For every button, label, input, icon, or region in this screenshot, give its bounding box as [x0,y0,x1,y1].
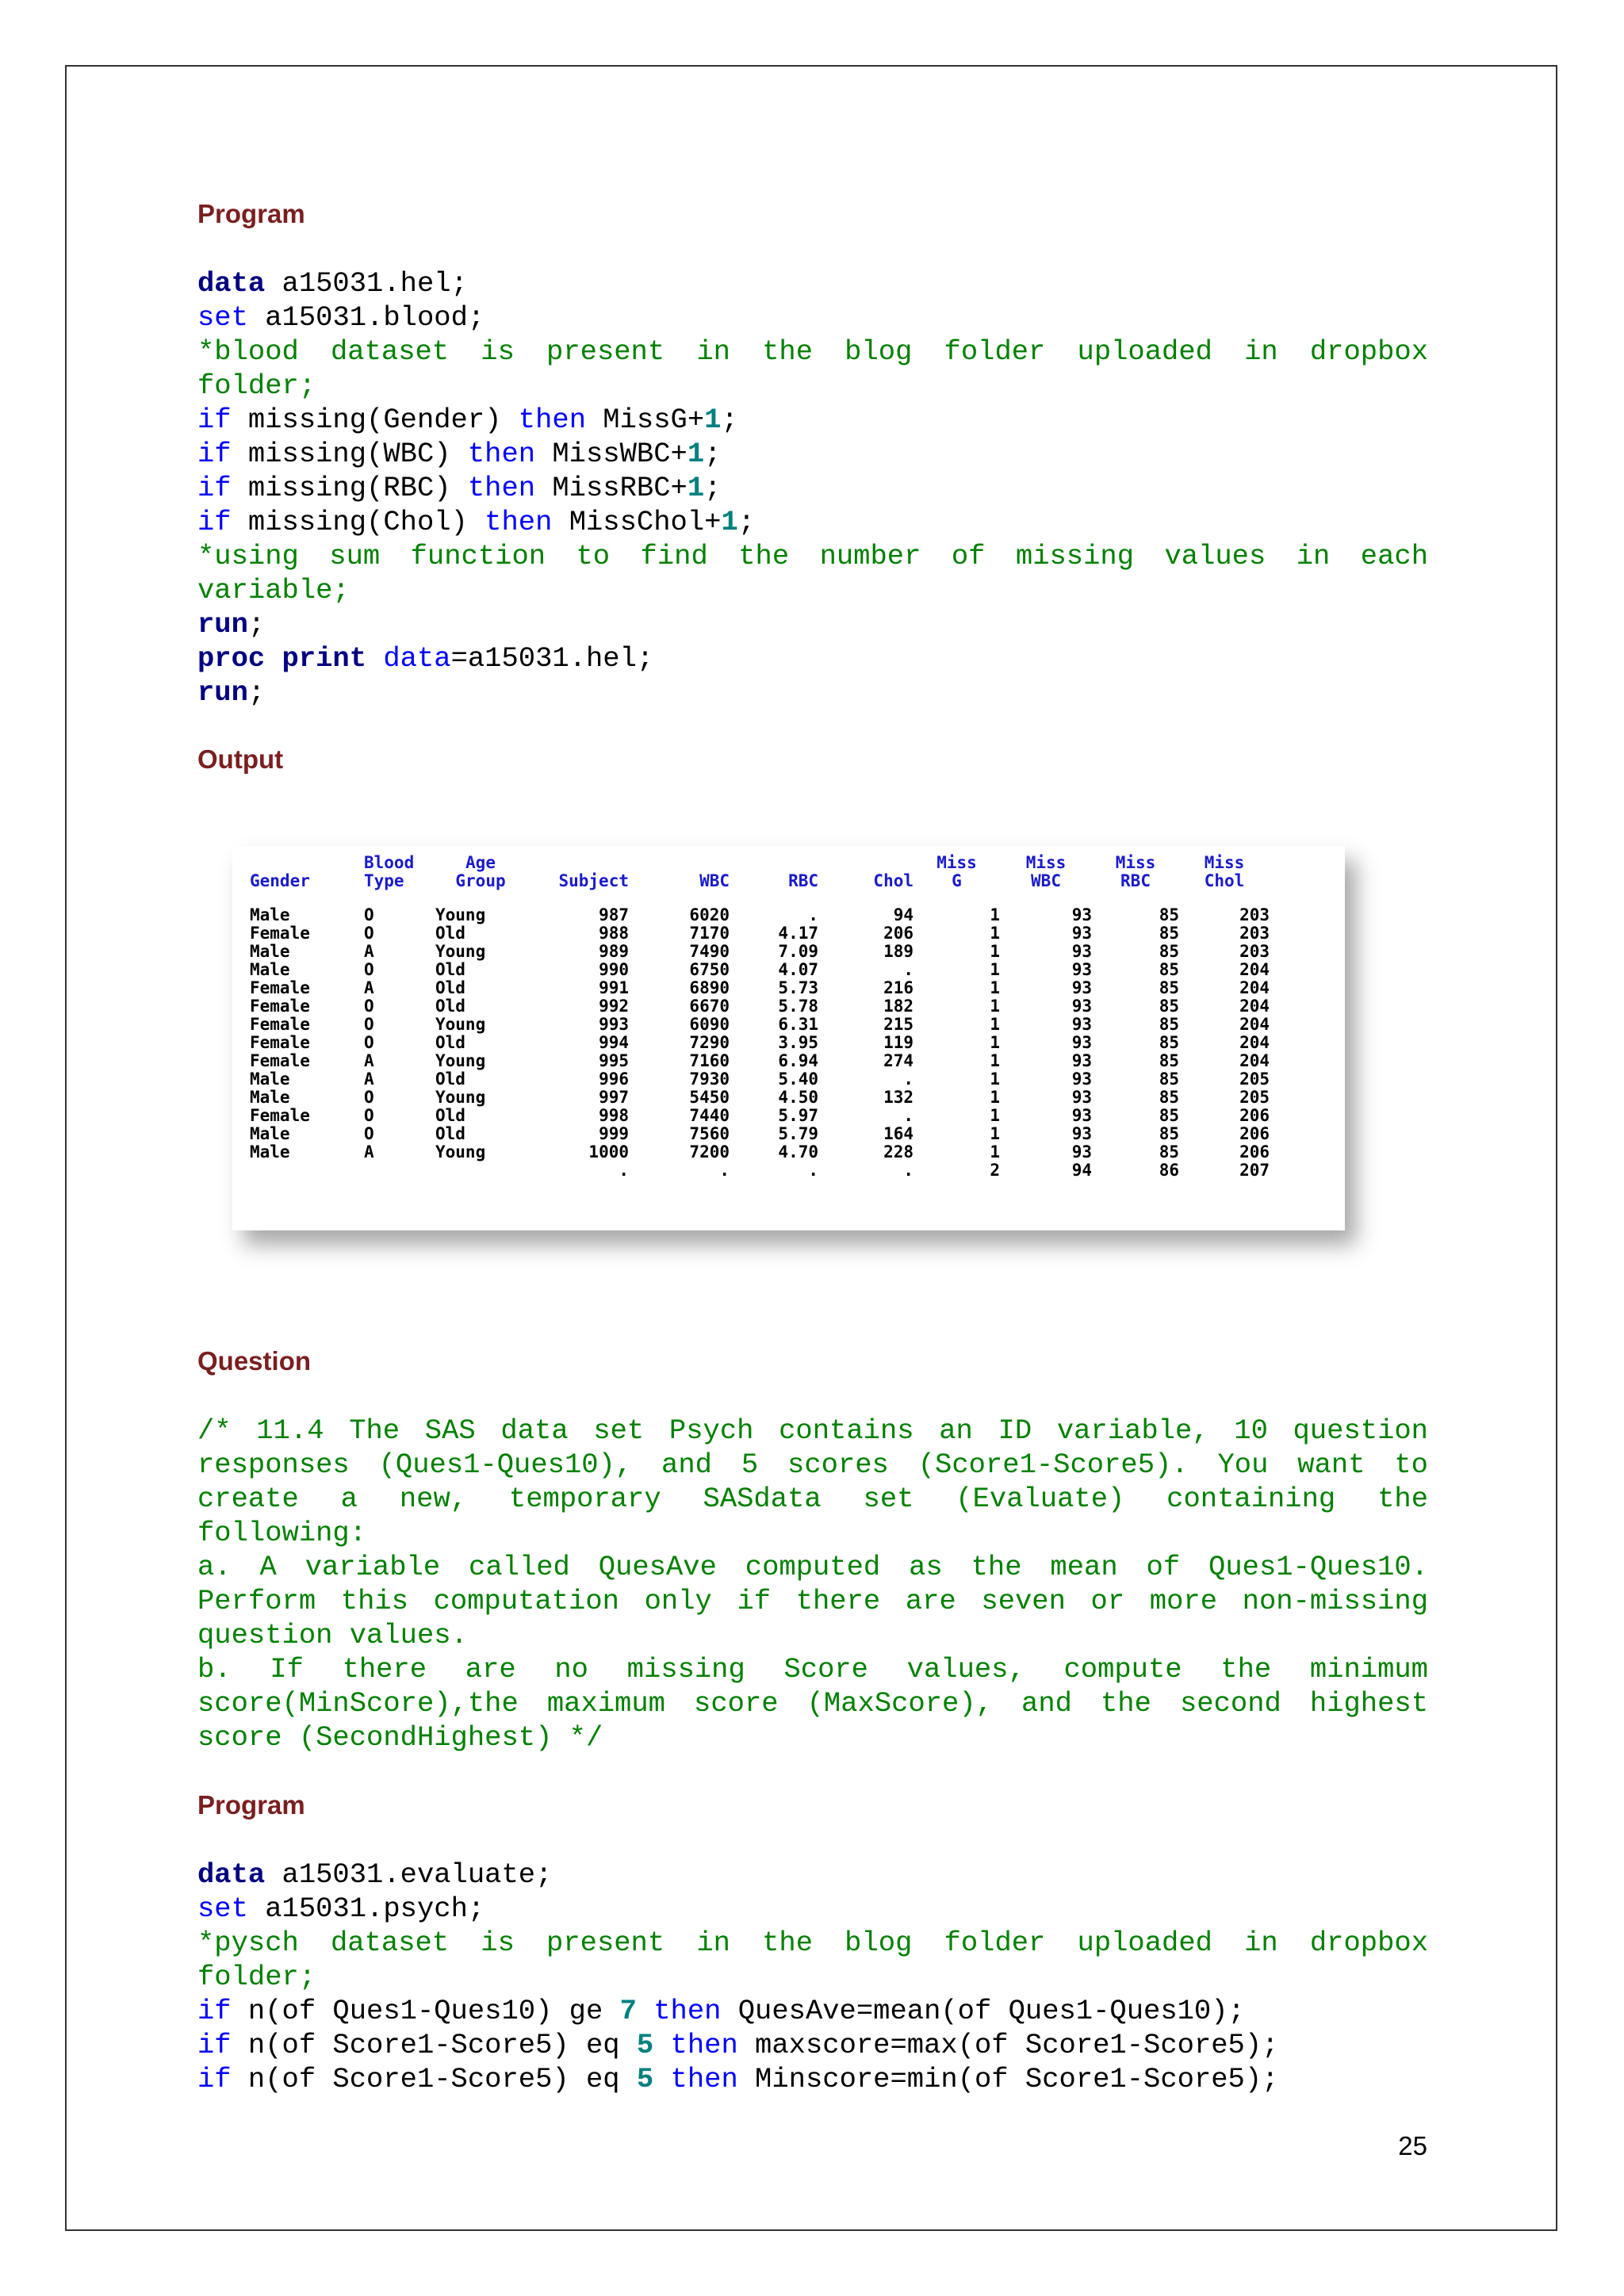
table-cell: 6750 [689,960,730,979]
table-cell: 987 [599,905,629,924]
code-line: if missing(WBC) then MissWBC+1; [197,438,722,470]
table-cell: 5.78 [778,997,818,1016]
table-cell: A [364,1070,374,1089]
table-row [250,1161,1270,1180]
table-cell: 998 [599,1106,629,1125]
table-cell: 1 [990,905,1000,924]
program-heading-2: Program [197,1790,305,1820]
code-comment: *pysch dataset is present in the blog folder uploaded in dropbox [197,1927,1428,1959]
question-line: question values. [197,1619,468,1651]
code-line: if missing(RBC) then MissRBC+1; [197,472,722,504]
table-cell: 994 [599,1033,629,1052]
table-cell: 1 [990,1124,1000,1143]
table-cell [364,1161,435,1180]
table-cell: 4.07 [778,960,818,979]
code-line: proc print data=a15031.hel; [197,642,654,675]
column-header-top: Blood [364,853,415,872]
table-row [250,1052,1270,1070]
code-comment: variable; [197,574,350,607]
table-cell: A [364,978,374,997]
table-cell: 3.95 [778,1033,818,1052]
column-header-top: Miss [1204,853,1245,872]
column-header-top: Age [465,853,496,872]
table-cell: O [364,1106,374,1125]
table-row [250,979,1270,997]
table-cell: Old [435,1070,465,1089]
column-header-top [730,854,818,872]
table-cell: Old [435,978,465,997]
table-cell: 995 [599,1051,629,1070]
column-header-bottom: Chol [1204,871,1245,890]
output-table [250,854,1270,1180]
table-cell: . [903,960,914,979]
table-cell: 93 [1071,1124,1092,1143]
question-line: a. A variable called QuesAve computed as the mean of Ques1-Ques10. [197,1551,1428,1583]
column-header [364,854,435,906]
table-cell: . [903,1106,914,1125]
table-cell: . [719,1161,730,1180]
table-cell: 215 [883,1015,914,1034]
table-cell: 5.79 [778,1124,818,1143]
table-row [250,1125,1270,1143]
table-cell: 999 [599,1124,629,1143]
table-cell: 85 [1159,1124,1179,1143]
table-cell: 119 [883,1033,914,1052]
table-cell: 205 [1239,1070,1270,1089]
table-cell: 990 [599,960,629,979]
table-cell: 93 [1071,1106,1092,1125]
table-cell: 189 [883,942,914,961]
table-cell: A [364,1051,374,1070]
table-cell: 85 [1159,1070,1179,1089]
table-cell: 207 [1239,1161,1270,1180]
table-cell: 1000 [588,1142,629,1161]
table-cell: . [903,1161,914,1180]
question-line: following: [197,1517,367,1549]
column-header-top: Miss [1025,853,1067,872]
table-cell: Female [250,997,310,1016]
table-cell: O [364,905,374,924]
table-cell: 85 [1159,1033,1179,1052]
table-cell: O [364,960,374,979]
code-comment: folder; [197,1961,316,1993]
table-cell: 85 [1159,1015,1179,1034]
table-cell: 93 [1071,1088,1092,1107]
table-cell: Female [250,1033,310,1052]
program-code-1 [197,266,1428,710]
table-cell: 93 [1071,905,1092,924]
table-cell: 1 [990,1051,1000,1070]
table-cell: 206 [1239,1106,1270,1125]
table-cell: 228 [883,1142,914,1161]
table-cell: 991 [599,978,629,997]
table-cell: Old [435,1106,465,1125]
table-cell: 206 [1239,1142,1270,1161]
table-cell: 7930 [689,1070,730,1089]
code-comment: folder; [197,369,316,402]
table-cell: 93 [1071,1142,1092,1161]
table-cell: 205 [1239,1088,1270,1107]
table-cell: 1 [990,960,1000,979]
table-cell: Female [250,1015,310,1034]
table-cell: 1 [990,1015,1000,1034]
table-cell: Female [250,1106,310,1125]
table-cell: Male [250,1070,290,1089]
table-row [250,1070,1270,1089]
table-cell: Old [435,960,465,979]
output-heading: Output [197,744,284,774]
question-line: b. If there are no missing Score values, compute the minimum [197,1653,1428,1686]
question-line: Perform this computation only if there are seven or more non-missing [197,1585,1428,1617]
question-line: /* 11.4 The SAS data set Psych contains an ID variable, 10 question [197,1414,1428,1447]
table-cell: 7160 [689,1051,730,1070]
table-cell: 5450 [689,1088,730,1107]
table-cell: 93 [1071,1070,1092,1089]
table-cell: 204 [1239,1015,1270,1034]
program-code-2 [197,1858,1428,2096]
table-cell: 85 [1159,1051,1179,1070]
table-row [250,1089,1270,1107]
code-line: set a15031.blood; [197,301,485,334]
table-cell: 85 [1159,1088,1179,1107]
table-cell: Female [250,924,310,943]
column-header-bottom: Gender [250,871,310,890]
column-header-top [629,854,730,872]
table-cell: 6890 [689,978,730,997]
table-cell: Male [250,1088,290,1107]
table-cell: 85 [1159,905,1179,924]
table-cell [250,1161,364,1180]
table-cell: 85 [1159,942,1179,961]
table-cell: Old [435,1124,465,1143]
table-cell: Young [435,1142,486,1161]
question-line: responses (Ques1-Ques10), and 5 scores (Score1-Score5). You want to [197,1448,1428,1481]
table-cell: 7200 [689,1142,730,1161]
table-cell: 93 [1071,1051,1092,1070]
table-row [250,1107,1270,1125]
column-header [1000,854,1092,906]
table-cell: 1 [990,1142,1000,1161]
table-cell: 93 [1071,1015,1092,1034]
table-cell: 204 [1239,1033,1270,1052]
table-cell: 85 [1159,960,1179,979]
table-cell: Male [250,942,290,961]
table-cell: . [903,1070,914,1089]
table-cell: 94 [893,905,914,924]
table-cell: O [364,924,374,943]
table-cell: . [808,1161,818,1180]
table-cell: 4.17 [778,924,818,943]
table-cell: 6090 [689,1015,730,1034]
table-cell: 7170 [689,924,730,943]
table-cell: 2 [990,1161,1000,1180]
table-cell: 206 [1239,1124,1270,1143]
table-cell: Young [435,905,486,924]
column-header-bottom: Type [364,871,404,890]
table-cell: 85 [1159,978,1179,997]
column-header [1179,854,1270,906]
question-line: create a new, temporary SASdata set (Evaluate) containing the [197,1483,1428,1515]
table-cell: Male [250,1124,290,1143]
column-header [250,854,364,906]
table-cell: 93 [1071,960,1092,979]
code-line: if missing(Gender) then MissG+1; [197,404,738,436]
table-cell: . [808,905,818,924]
table-row [250,961,1270,979]
table-cell: 204 [1239,978,1270,997]
table-cell: 204 [1239,960,1270,979]
page-number: 25 [1398,2131,1427,2160]
column-header [730,854,818,906]
code-line: data a15031.evaluate; [197,1858,553,1891]
table-cell: 988 [599,924,629,943]
table-cell: 7.09 [778,942,818,961]
table-row [250,943,1270,961]
code-line: run; [197,608,266,641]
table-cell: Young [435,1088,486,1107]
table-cell: 1 [990,1070,1000,1089]
table-cell: Female [250,978,310,997]
table-cell: Male [250,960,290,979]
table-cell: O [364,1015,374,1034]
table-cell: 94 [1071,1161,1092,1180]
table-row [250,1143,1270,1161]
table-cell: 93 [1071,942,1092,961]
table-cell: 989 [599,942,629,961]
column-header-bottom: RBC [788,871,818,890]
table-cell: Young [435,1015,486,1034]
code-line: if missing(Chol) then MissChol+1; [197,506,756,538]
table-cell: O [364,997,374,1016]
table-cell: 5.97 [778,1106,818,1125]
code-line: set a15031.psych; [197,1892,485,1925]
column-header-bottom: Chol [873,871,914,890]
table-row [250,1034,1270,1052]
table-cell: 1 [990,1106,1000,1125]
table-cell: 93 [1071,1033,1092,1052]
table-cell: 4.50 [778,1088,818,1107]
table-cell: 4.70 [778,1142,818,1161]
table-cell: 93 [1071,997,1092,1016]
table-cell: 203 [1239,905,1270,924]
table-row [250,997,1270,1016]
table-cell: 997 [599,1088,629,1107]
table-cell: 203 [1239,924,1270,943]
code-line: data a15031.hel; [197,267,468,300]
table-cell: Old [435,997,465,1016]
code-comment: *using sum function to find the number of missing values in each [197,540,1428,572]
question-line: score (SecondHighest) */ [197,1721,603,1754]
table-body [250,906,1270,1180]
table-cell: 85 [1159,1142,1179,1161]
table-cell: O [364,1033,374,1052]
table-cell: 7440 [689,1106,730,1125]
table-cell: 6.31 [778,1015,818,1034]
column-header [914,854,1000,906]
table-cell: 6020 [689,905,730,924]
column-header-bottom: WBC [1031,871,1061,890]
table-cell: A [364,942,374,961]
column-header [526,854,629,906]
question-heading: Question [197,1346,312,1376]
table-cell: 164 [883,1124,914,1143]
table-cell: Female [250,1051,310,1070]
column-header [818,854,914,906]
table-cell: Old [435,1033,465,1052]
table-cell: 6.94 [778,1051,818,1070]
code-line: if n(of Score1-Score5) eq 5 then Minscore=min(of Score1-Score5); [197,2063,1279,2095]
table-cell: 7560 [689,1124,730,1143]
table-cell [435,1161,526,1180]
table-cell: O [364,1124,374,1143]
code-line: if n(of Score1-Score5) eq 5 then maxscore=max(of Score1-Score5); [197,2029,1279,2061]
table-cell: 86 [1159,1161,1179,1180]
table-cell: 7290 [689,1033,730,1052]
table-cell: 132 [883,1088,914,1107]
column-header-bottom: G [952,871,962,890]
column-header [1092,854,1179,906]
column-header-bottom: Group [455,871,506,890]
table-cell: O [364,1088,374,1107]
table-cell: 5.73 [778,978,818,997]
table-cell: 85 [1159,924,1179,943]
table-cell: 7490 [689,942,730,961]
column-header [629,854,730,906]
column-header-top [250,854,364,872]
program-heading-1: Program [197,199,305,228]
table-cell: Young [435,1051,486,1070]
column-header-bottom: Subject [558,871,629,890]
table-cell: 204 [1239,1051,1270,1070]
table-cell: 204 [1239,997,1270,1016]
table-cell: A [364,1142,374,1161]
output-screenshot [232,846,1345,1230]
question-text [197,1414,1428,1755]
table-header-row [250,854,1270,906]
column-header-bottom: RBC [1120,871,1151,890]
code-line: if n(of Ques1-Ques10) ge 7 then QuesAve=mean(of Ques1-Ques10); [197,1995,1245,2027]
table-cell: 1 [990,1033,1000,1052]
table-cell: 992 [599,997,629,1016]
table-cell: 203 [1239,942,1270,961]
column-header-top [818,854,914,872]
column-header-top: Miss [936,853,977,872]
table-cell: 274 [883,1051,914,1070]
table-cell: 993 [599,1015,629,1034]
table-cell: 1 [990,978,1000,997]
table-cell: 85 [1159,997,1179,1016]
table-row [250,1016,1270,1034]
table-cell: 206 [883,924,914,943]
table-cell: 6670 [689,997,730,1016]
table-cell: . [619,1161,629,1180]
table-cell: 182 [883,997,914,1016]
code-line: run; [197,676,266,709]
table-row [250,906,1270,924]
table-cell: Young [435,942,486,961]
column-header-top [526,854,629,872]
table-cell: 216 [883,978,914,997]
table-cell: 1 [990,1088,1000,1107]
code-comment: *blood dataset is present in the blog folder uploaded in dropbox [197,335,1428,368]
table-cell: Old [435,924,465,943]
column-header [435,854,526,906]
table-cell: Male [250,905,290,924]
table-cell: 93 [1071,978,1092,997]
table-cell: 1 [990,942,1000,961]
column-header-top: Miss [1115,853,1156,872]
table-cell: 5.40 [778,1070,818,1089]
table-cell: 85 [1159,1106,1179,1125]
table-cell: 1 [990,924,1000,943]
column-header-bottom: WBC [699,871,730,890]
table-cell: Male [250,1142,290,1161]
table-row [250,924,1270,943]
question-line: score(MinScore),the maximum score (MaxScore), and the second highest [197,1687,1428,1720]
table-cell: 1 [990,997,1000,1016]
table-cell: 93 [1071,924,1092,943]
table-cell: 996 [599,1070,629,1089]
